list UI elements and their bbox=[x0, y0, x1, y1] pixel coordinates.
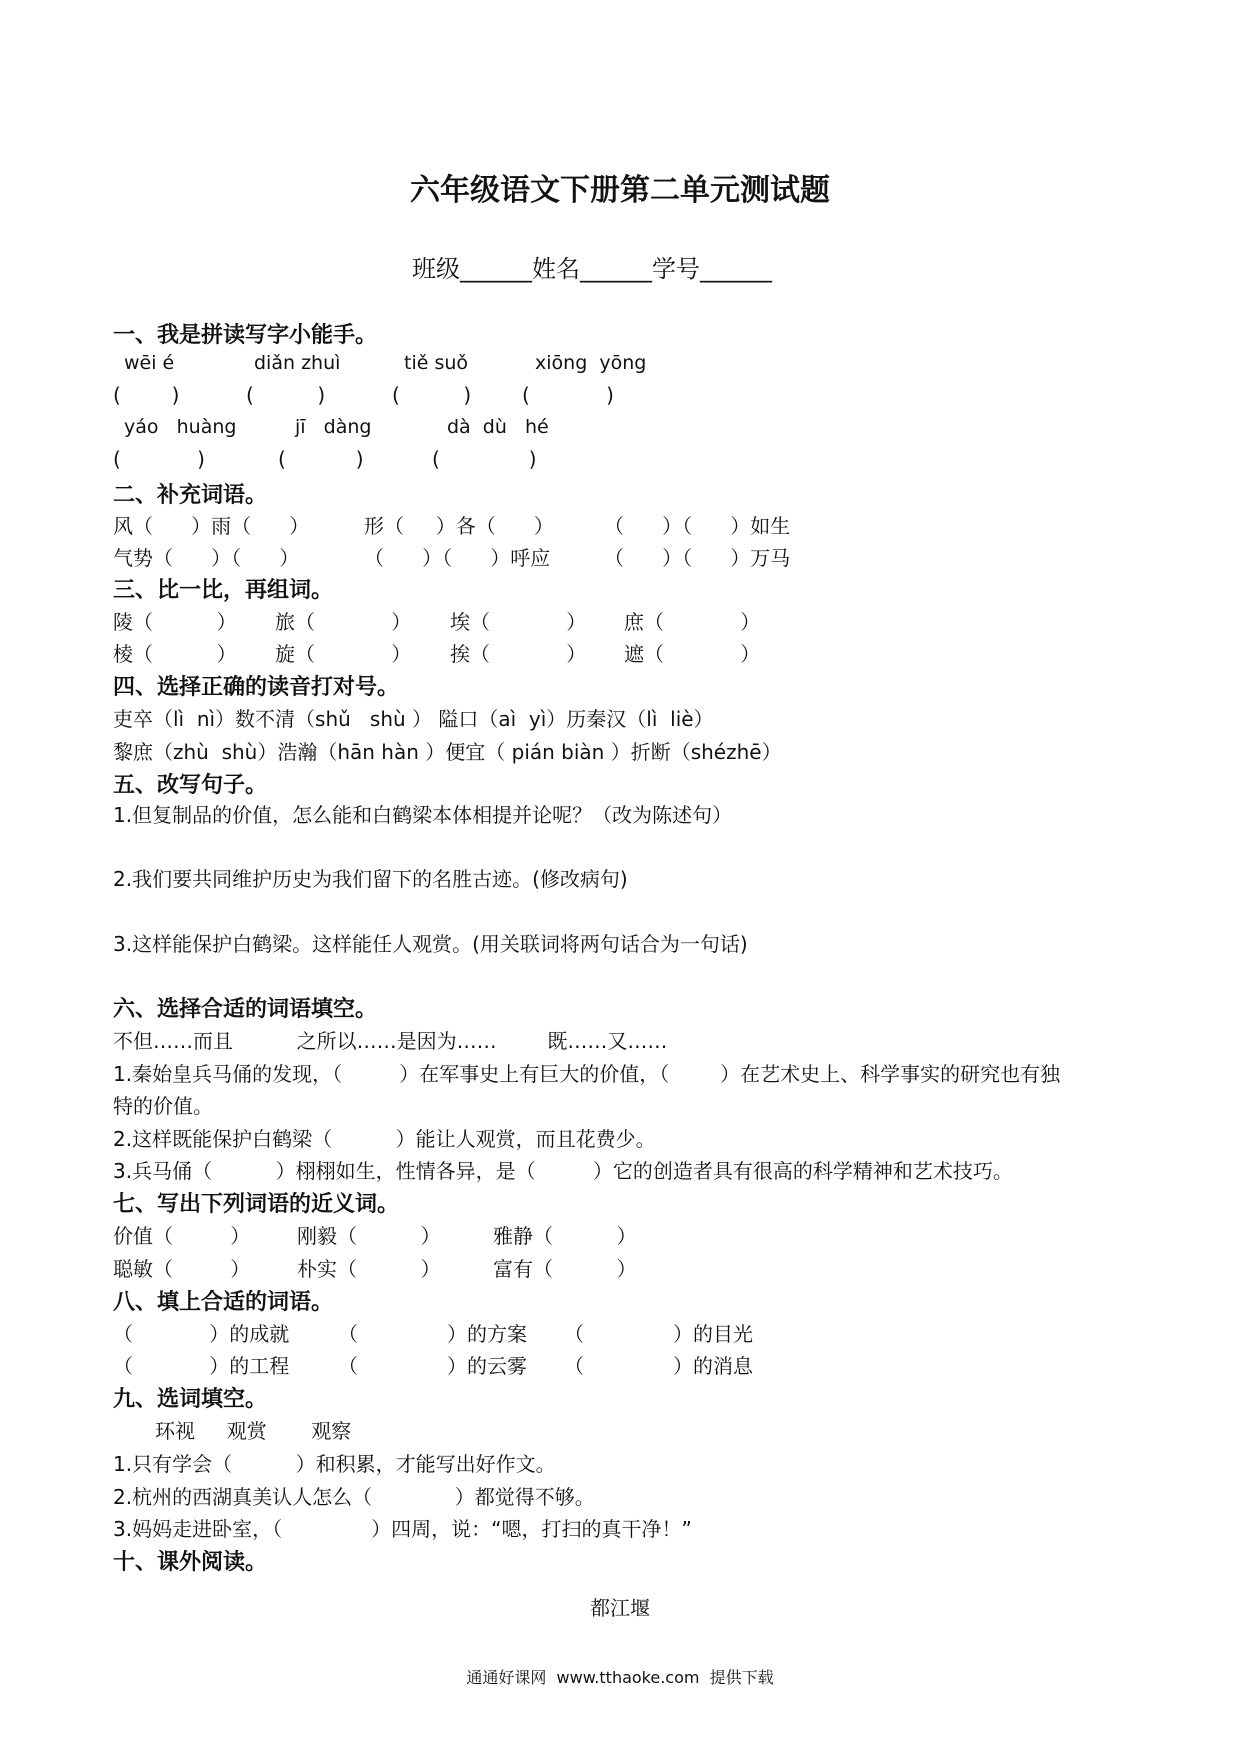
section-8-heading: 八、填上合适的词语。 bbox=[113, 1290, 334, 1315]
section-6-heading: 六、选择合适的词语填空。 bbox=[113, 997, 378, 1022]
pinyin: diǎn zhuì bbox=[254, 352, 341, 374]
fill-question[interactable]: 3.妈妈走进卧室，（ ）四周，说：“嗯，打扫的真干净！” bbox=[113, 1517, 692, 1541]
answer-blank[interactable]: ( ) bbox=[522, 383, 614, 407]
pinyin: tiě suǒ bbox=[404, 352, 469, 374]
section-2-heading: 二、补充词语。 bbox=[113, 483, 268, 508]
fill-item[interactable]: 埃（ ） bbox=[450, 610, 587, 634]
section-4-heading: 四、选择正确的读音打对号。 bbox=[113, 675, 400, 700]
fill-question-cont: 特的价值。 bbox=[113, 1094, 213, 1118]
pinyin: yáo huàng bbox=[124, 416, 237, 438]
section-10-heading: 十、课外阅读。 bbox=[113, 1550, 268, 1575]
fill-item[interactable]: 旋（ ） bbox=[275, 642, 412, 666]
word-options: 环视 观赏 观察 bbox=[155, 1419, 352, 1443]
rewrite-question: 3.这样能保护白鹤梁。这样能任人观赏。(用关联词将两句话合为一句话) bbox=[113, 932, 748, 956]
section-7-heading: 七、写出下列词语的近义词。 bbox=[113, 1192, 400, 1217]
section-1-heading: 一、我是拼读写字小能手。 bbox=[113, 323, 378, 348]
rewrite-question: 1.但复制品的价值，怎么能和白鹤梁本体相提并论呢？（改为陈述句） bbox=[113, 803, 733, 827]
answer-blank[interactable]: ( ) bbox=[392, 383, 472, 407]
fill-item[interactable]: （ ）的消息 bbox=[564, 1354, 754, 1378]
fill-item[interactable]: 风（ ）雨（ ） bbox=[113, 514, 310, 538]
rewrite-question: 2.我们要共同维护历史为我们留下的名胜古迹。(修改病句) bbox=[113, 867, 628, 891]
pronunciation-row[interactable]: 黎庶（zhù shù）浩瀚（hān hàn ）便宜（ pián biàn ）折断（shézhē） bbox=[113, 740, 782, 764]
section-9-heading: 九、选词填空。 bbox=[113, 1387, 268, 1412]
pinyin: wēi é bbox=[124, 352, 175, 374]
pinyin: xiōng yōng bbox=[535, 352, 647, 374]
fill-item[interactable]: （ ）的工程 bbox=[113, 1354, 290, 1378]
fill-item[interactable]: 价值（ ） bbox=[113, 1224, 251, 1248]
fill-item[interactable]: 富有（ ） bbox=[493, 1257, 637, 1281]
pinyin: dà dù hé bbox=[447, 416, 549, 438]
fill-item[interactable]: 遮（ ） bbox=[624, 642, 761, 666]
fill-question[interactable]: 2.杭州的西湖真美认人怎么（ ）都觉得不够。 bbox=[113, 1485, 595, 1509]
footer-credit: 通通好课网 www.tthaoke.com 提供下载 bbox=[466, 1668, 774, 1687]
pinyin: jī dàng bbox=[295, 416, 372, 438]
fill-item[interactable]: 形（ ）各（ ） bbox=[364, 514, 554, 538]
fill-item[interactable]: 庶（ ） bbox=[624, 610, 761, 634]
fill-item[interactable]: （ ）的方案 bbox=[338, 1322, 528, 1346]
fill-item[interactable]: （ ）的成就 bbox=[113, 1322, 290, 1346]
answer-blank[interactable]: ( ) bbox=[246, 383, 326, 407]
section-5-heading: 五、改写句子。 bbox=[113, 773, 268, 798]
fill-item[interactable]: （ ）（ ）万马 bbox=[604, 546, 791, 570]
fill-question[interactable]: 2.这样既能保护白鹤梁（ ）能让人观赏，而且花费少。 bbox=[113, 1127, 656, 1151]
fill-item[interactable]: 陵（ ） bbox=[113, 610, 237, 634]
fill-item[interactable]: （ ）（ ）如生 bbox=[604, 514, 791, 538]
student-info-line: 班级______姓名______学号______ bbox=[412, 255, 772, 283]
pronunciation-row[interactable]: 吏卒（lì nì）数不清（shǔ shù ） 隘口（aì yì）历秦汉（lì liè） bbox=[113, 707, 714, 731]
fill-item[interactable]: 朴实（ ） bbox=[297, 1257, 441, 1281]
answer-blank[interactable]: ( ) bbox=[113, 447, 205, 471]
fill-item[interactable]: （ ）的目光 bbox=[564, 1322, 754, 1346]
section-3-heading: 三、比一比，再组词。 bbox=[113, 578, 334, 603]
fill-item[interactable]: 旅（ ） bbox=[275, 610, 412, 634]
fill-item[interactable]: 聪敏（ ） bbox=[113, 1257, 251, 1281]
fill-item[interactable]: （ ）（ ）呼应 bbox=[364, 546, 551, 570]
fill-question[interactable]: 1.秦始皇兵马俑的发现，（ ）在军事史上有巨大的价值，（ ）在艺术史上、科学事实的研究也有独 bbox=[113, 1062, 1061, 1086]
fill-item[interactable]: 棱（ ） bbox=[113, 642, 237, 666]
word-options: 不但……而且 之所以……是因为…… 既……又…… bbox=[113, 1029, 668, 1053]
fill-item[interactable]: 挨（ ） bbox=[450, 642, 587, 666]
fill-item[interactable]: （ ）的云雾 bbox=[338, 1354, 528, 1378]
fill-question[interactable]: 3.兵马俑（ ）栩栩如生，性情各异，是（ ）它的创造者具有很高的科学精神和艺术技巧。 bbox=[113, 1159, 1013, 1183]
answer-blank[interactable]: ( ) bbox=[278, 447, 364, 471]
fill-item[interactable]: 刚毅（ ） bbox=[297, 1224, 441, 1248]
fill-question[interactable]: 1.只有学会（ ）和积累，才能写出好作文。 bbox=[113, 1452, 556, 1476]
fill-item[interactable]: 气势（ ）（ ） bbox=[113, 546, 300, 570]
page-title: 六年级语文下册第二单元测试题 bbox=[410, 173, 830, 208]
fill-item[interactable]: 雅静（ ） bbox=[493, 1224, 637, 1248]
reading-title: 都江堰 bbox=[590, 1596, 650, 1620]
answer-blank[interactable]: ( ) bbox=[432, 447, 537, 471]
answer-blank[interactable]: ( ) bbox=[113, 383, 180, 407]
